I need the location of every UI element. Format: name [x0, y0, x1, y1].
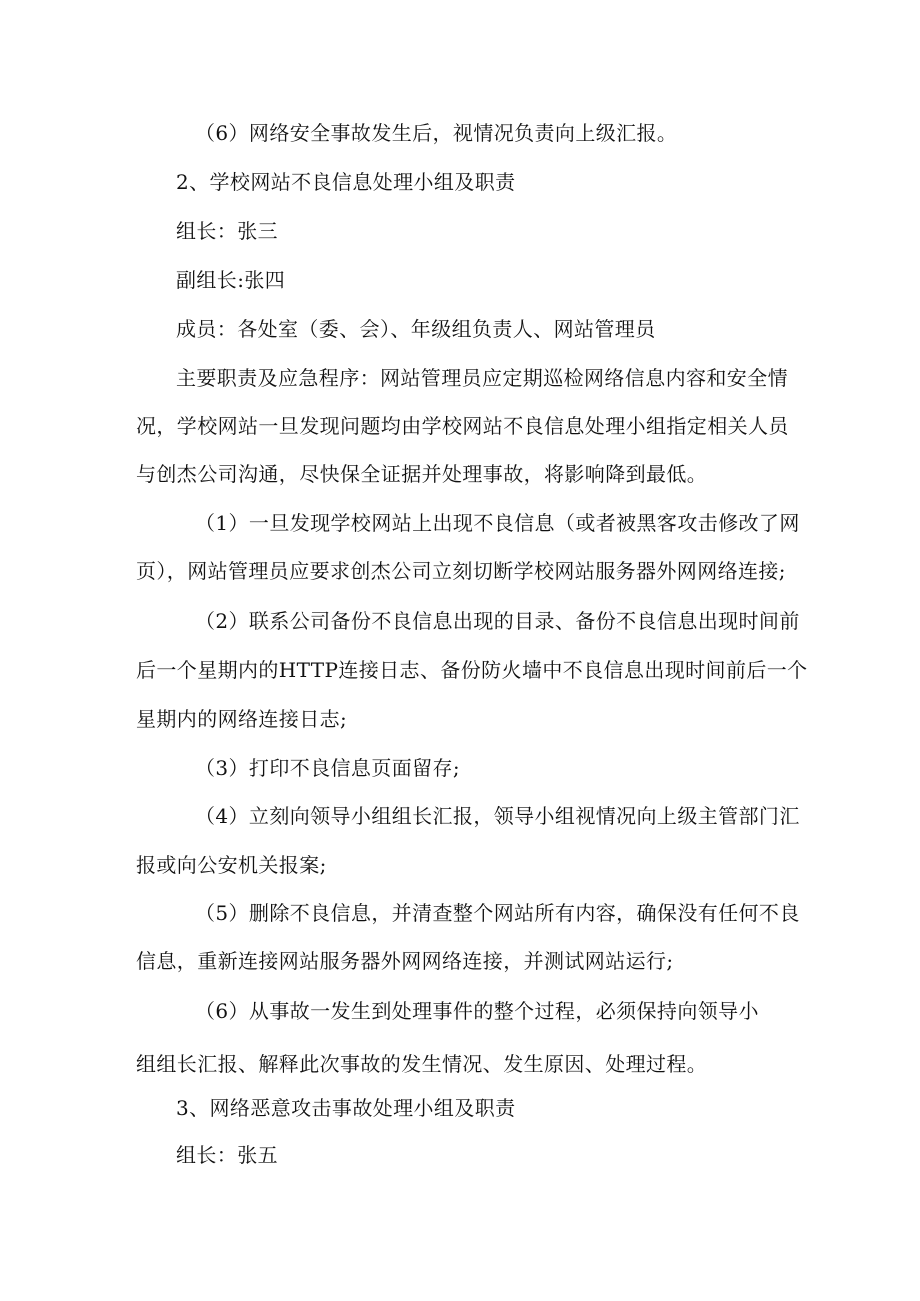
text-line: （4）立刻向领导小组组长汇报，领导小组视情况向上级主管部门汇 — [195, 804, 800, 828]
text-line: 组长：张五 — [176, 1143, 278, 1167]
text-line: 成员：各处室（委、会）、年级组负责人、网站管理员 — [176, 317, 656, 341]
text-line: 页），网站管理员应要求创杰公司立刻切断学校网站服务器外网网络连接; — [136, 559, 786, 583]
text-line: （3）打印不良信息页面留存; — [195, 756, 461, 780]
text-line: 况，学校网站一旦发现问题均由学校网站不良信息处理小组指定相关人员 — [136, 414, 789, 438]
text-line: 组组长汇报、解释此次事故的发生情况、发生原因、处理过程。 — [136, 1052, 708, 1076]
text-line: （5）删除不良信息，并清查整个网站所有内容，确保没有任何不良 — [195, 901, 800, 925]
text-line: 与创杰公司沟通，尽快保全证据并处理事故，将影响降到最低。 — [136, 462, 708, 486]
text-line: （2）联系公司备份不良信息出现的目录、备份不良信息出现时间前 — [195, 609, 800, 633]
text-line: 组长：张三 — [176, 219, 278, 243]
text-line: （1）一旦发现学校网站上出现不良信息（或者被黑客攻击修改了网 — [195, 511, 800, 535]
text-line: 信息，重新连接网站服务器外网网络连接，并测试网站运行; — [136, 949, 674, 973]
text-line: 副组长:张四 — [176, 268, 286, 292]
text-line: 后一个星期内的HTTP连接日志、备份防火墙中不良信息出现时间前后一个 — [136, 658, 808, 682]
text-line: （6）从事故一发生到处理事件的整个过程，必须保持向领导小 — [195, 999, 759, 1023]
section-heading: 2、学校网站不良信息处理小组及职责 — [176, 170, 516, 194]
text-line: （6）网络安全事故发生后，视情况负责向上级汇报。 — [195, 121, 678, 145]
text-line: 星期内的网络连接日志; — [136, 707, 348, 731]
text-line: 报或向公安机关报案; — [136, 853, 327, 877]
text-line: 主要职责及应急程序：网站管理员应定期巡检网络信息内容和安全情 — [176, 366, 788, 390]
section-heading: 3、网络恶意攻击事故处理小组及职责 — [176, 1096, 516, 1120]
